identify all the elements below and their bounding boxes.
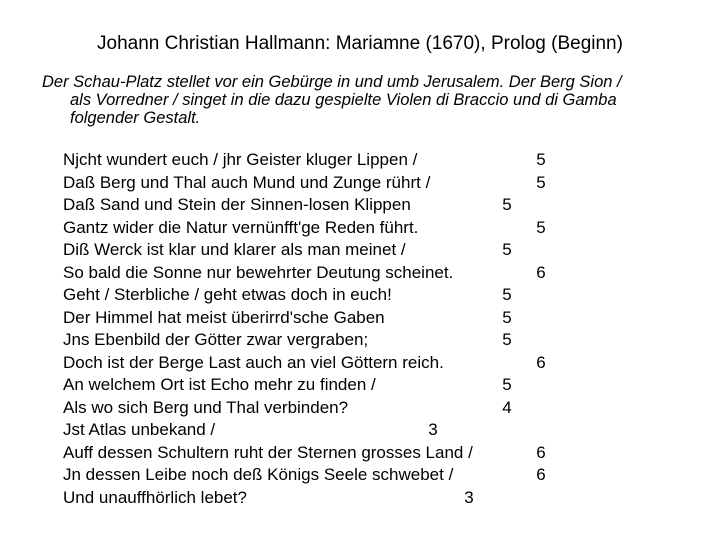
poem-line [63,487,683,510]
verse-text: An welchem Ort ist Echo mehr zu finden / [63,375,376,394]
poem-line [63,442,683,465]
verse-text: Diß Werck ist klar und klarer als man meinet / [63,240,406,259]
syllable-count: 5 [536,217,546,237]
verse-text: So bald die Sonne nur bewehrter Deutung scheinet. [63,262,454,282]
poem-line [63,329,683,352]
poem-line [63,217,683,240]
verse-text: Der Himmel hat meist überirrd'sche Gaben [63,307,385,327]
syllable-count: 5 [536,172,546,192]
poem-line [63,397,683,420]
verse-text: Geht / Sterbliche / geht etwas doch in euch! [63,285,392,304]
poem-line [63,284,683,307]
verse-text: Doch ist der Berge Last auch an viel Göttern reich. [63,352,444,372]
verse-text: Und unauffhörlich lebet? [63,487,247,507]
syllable-count: 3 [464,487,474,507]
stage-direction-line: Der Schau-Platz stellet vor ein Gebürge in und umb Jerusalem. Der Berg Sion / [42,73,622,91]
syllable-count: 5 [502,307,512,327]
poem-line [63,374,683,397]
poem-line [63,172,683,195]
verse-text: Njcht wundert euch / jhr Geister kluger Lippen / [63,150,418,169]
poem [63,149,683,509]
verse-text: Auff dessen Schultern ruht der Sternen grosses Land / [63,442,473,462]
poem-line [63,464,683,487]
syllable-count: 4 [502,397,512,417]
syllable-count: 5 [502,240,512,259]
syllable-count: 5 [502,330,512,349]
syllable-count: 3 [428,420,438,439]
poem-line [63,419,683,442]
verse-text: Jns Ebenbild der Götter zwar vergraben; [63,330,369,349]
verse-text: Jst Atlas unbekand / [63,420,216,439]
verse-text: Jn dessen Leibe noch deß Königs Seele schwebet / [63,465,454,484]
stage-direction-line: folgender Gestalt. [70,109,201,127]
syllable-count: 6 [536,465,546,484]
poem-line [63,149,683,172]
verse-text: Daß Sand und Stein der Sinnen-losen Klippen [63,195,411,214]
poem-line [63,262,683,285]
syllable-count: 6 [536,262,546,282]
syllable-count: 5 [536,150,546,169]
syllable-count: 5 [502,285,512,304]
syllable-count: 5 [502,195,512,214]
verse-text: Gantz wider die Natur vernünfft'ge Reden führt. [63,217,419,237]
page-title: Johann Christian Hallmann: Mariamne (1670), Prolog (Beginn) [97,33,623,54]
stage-direction [42,73,712,127]
poem-line [63,194,683,217]
syllable-count: 6 [536,352,546,372]
verse-text: Als wo sich Berg und Thal verbinden? [63,397,349,417]
verse-text: Daß Berg und Thal auch Mund und Zunge rührt / [63,172,431,192]
poem-line [63,307,683,330]
syllable-count: 6 [536,442,546,462]
poem-line [63,352,683,375]
stage-direction-line: als Vorredner / singet in die dazu gespielte Violen di Braccio und di Gamba [70,91,617,109]
poem-line [63,239,683,262]
syllable-count: 5 [502,375,512,394]
